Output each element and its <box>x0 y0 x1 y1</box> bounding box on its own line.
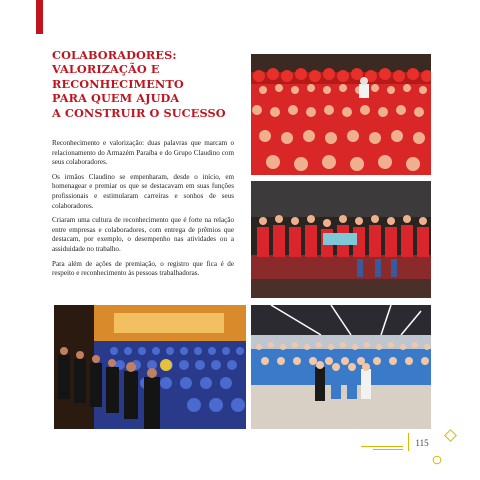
paragraph: Reconhecimento e valorização: duas palavras que marcam o relacionamento do Armazém Paraíba e do Grupo Claudino com seus colaboradores. <box>52 139 234 167</box>
photo-auditorium-event <box>54 305 246 429</box>
section-title <box>52 48 242 120</box>
page-number: 115 <box>415 438 429 448</box>
page-number-divider <box>408 433 409 451</box>
circle-outline-icon <box>432 450 442 460</box>
title-line: PARA QUEM AJUDA <box>52 91 180 106</box>
paragraph: Criaram uma cultura de reconhecimento que é forte na relação entre empresas e colaboradores, com entrega de prêmios que destacam, por exemplo, o desempenho nas atividades ou a assiduidade no trabalho. <box>52 216 234 253</box>
footer-decor-line <box>373 449 403 450</box>
footer-decor-line <box>361 446 403 447</box>
title-line: VALORIZAÇÃO E <box>52 62 160 77</box>
photo-award-ceremony <box>251 181 431 298</box>
title-line: COLABORADORES: <box>52 48 177 62</box>
photo-crowd-red-shirts <box>251 54 431 175</box>
paragraph: Para além de ações de premiação, o registro que fica é de respeito e reconhecimento às pessoas trabalhadoras. <box>52 259 234 278</box>
title-line: A CONSTRUIR O SUCESSO <box>52 105 226 120</box>
photo-group-blue-shirts <box>251 305 431 429</box>
red-accent-strip <box>36 0 43 34</box>
title-line: RECONHECIMENTO <box>52 76 184 91</box>
diamond-outline-icon <box>444 427 457 440</box>
body-text <box>52 139 234 284</box>
paragraph: Os irmãos Claudino se empenharam, desde o início, em homenagear e premiar os que se destacavam em suas funções profissionais e estimularam carreiras e sonhos de seus colaboradores. <box>52 172 234 210</box>
